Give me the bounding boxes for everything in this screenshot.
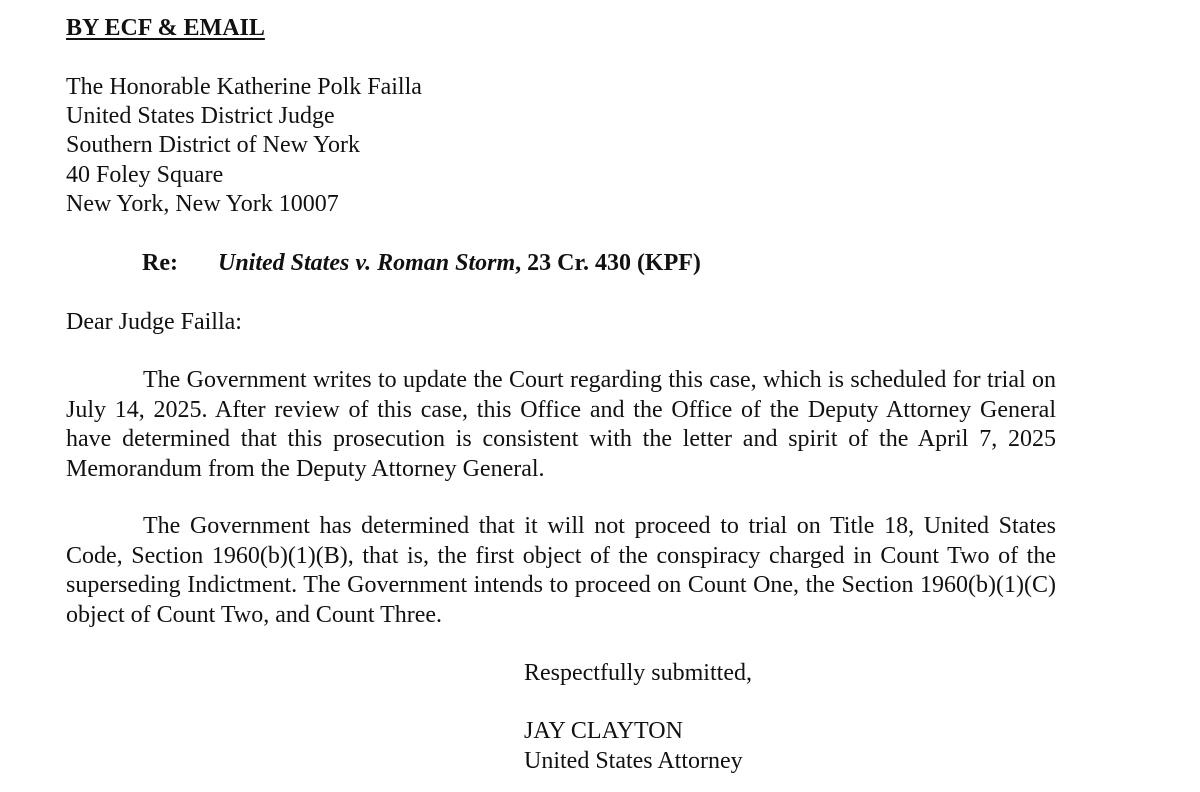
closing: Respectfully submitted, [524,660,752,686]
salutation: Dear Judge Failla: [66,309,242,335]
address-line-title: United States District Judge [66,103,335,130]
case-number: , 23 Cr. 430 (KPF) [515,250,701,276]
address-line-street: 40 Foley Square [66,161,224,188]
re-label: Re: [142,250,178,276]
signer-name: JAY CLAYTON [524,718,683,744]
recipient-address-block [66,73,422,219]
signature-block [524,717,743,776]
body-paragraph: The Government has determined that it will not proceed to trial on Title 18, United States Code, Section 1960(b)(1)(B), that is, the first object of the conspiracy charged in Count Two of the superseding Indictment. The Government intends to proceed on Count One, the Section 1960(b)(1)(C) object of Count Two, and Count Three. [66,513,1056,628]
address-line-city: New York, New York 10007 [66,190,339,217]
body-paragraph: The Government writes to update the Court regarding this case, which is scheduled for trial on July 14, 2025. After review of this case, this Office and the Office of the Deputy Attorney General have determined that this prosecution is consistent with the letter and spirit of the April 7, 2025 Memorandum from the Deputy Attorney General. [66,367,1056,482]
address-line-honorific: The Honorable Katherine Polk Failla [66,74,422,100]
case-name: United States v. Roman Storm [218,250,516,276]
re-line [142,248,701,278]
delivery-method-heading: BY ECF & EMAIL [66,15,265,41]
signer-title: United States Attorney [524,747,743,774]
address-line-district: Southern District of New York [66,132,360,159]
